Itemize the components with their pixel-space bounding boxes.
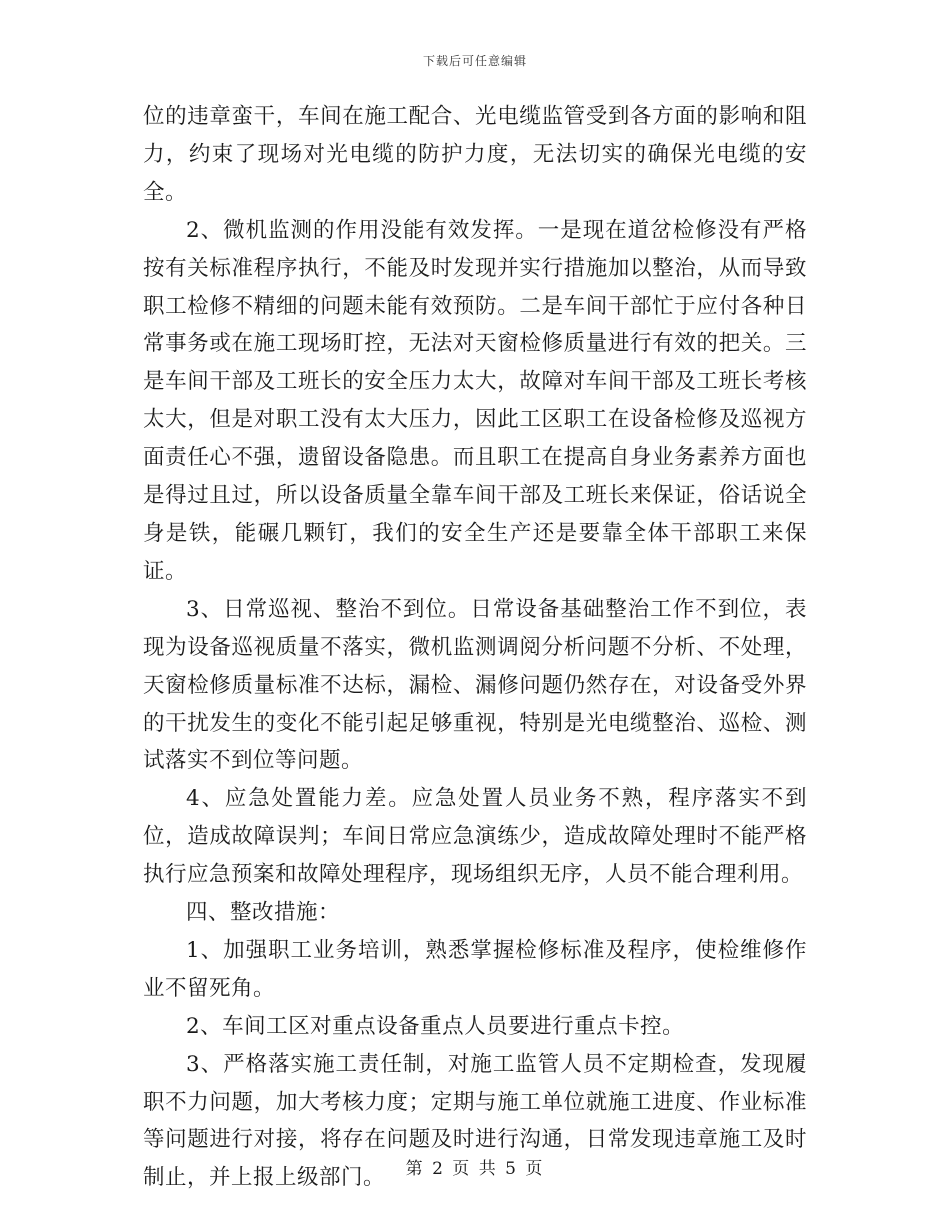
section-heading: 四、整改措施： [186, 900, 341, 926]
paragraph-item-3: 3、日常巡视、整治不到位。日常设备基础整治工作不到位，表现为设备巡视质量不落实，微机监测调阅分析问题不分析、不处理，天窗检修质量标准不达标，漏检、漏修问题仍然存在，对设备受外界的干扰发生的变化不能引起足够重视，特别是光电缆整治、巡检、测试落实不到位等问题。 [143, 596, 807, 774]
measure-item-2: 2、车间工区对重点设备重点人员要进行重点卡控。 [186, 1013, 685, 1039]
measure-item-1: 1、加强职工业务培训，熟悉掌握检修标准及程序，使检维修作业不留死角。 [143, 937, 807, 1001]
page-number: 第 2 页 共 5 页 [405, 1159, 545, 1179]
page-header: 下载后可任意编辑 [422, 54, 527, 68]
paragraph-continuation: 位的违章蛮干，车间在施工配合、光电缆监管受到各方面的影响和阻力，约束了现场对光电缆的防护力度，无法切实的确保光电缆的安全。 [143, 104, 807, 205]
measure-item-3: 3、严格落实施工责任制，对施工监管人员不定期检查，发现履职不力问题，加大考核力度；定期与施工单位就施工进度、作业标准等问题进行对接，将存在问题及时进行沟通，日常发现违章施工及时制止，并上报上级部门。 [143, 1051, 807, 1191]
document-body [143, 98, 807, 1197]
paragraph-item-4: 4、应急处置能力差。应急处置人员业务不熟，程序落实不到位，造成故障误判；车间日常应急演练少，造成故障处理时不能严格执行应急预案和故障处理程序，现场组织无序，人员不能合理利用。 [143, 786, 807, 888]
paragraph-item-2: 2、微机监测的作用没能有效发挥。一是现在道岔检修没有严格按有关标准程序执行，不能及时发现并实行措施加以整治，从而导致职工检修不精细的问题未能有效预防。二是车间干部忙于应付各种日常事务或在施工现场盯控，无法对天窗检修质量进行有效的把关。三是车间干部及工班长的安全压力太大，故障对车间干部及工班长考核太大，但是对职工没有太大压力，因此工区职工在设备检修及巡视方面责任心不强，遗留设备隐患。而且职工在提高自身业务素养方面也是得过且过，所以设备质量全靠车间干部及工班长来保证，俗话说全身是铁，能碾几颗钉，我们的安全生产还是要靠全体干部职工来保证。 [143, 217, 807, 584]
